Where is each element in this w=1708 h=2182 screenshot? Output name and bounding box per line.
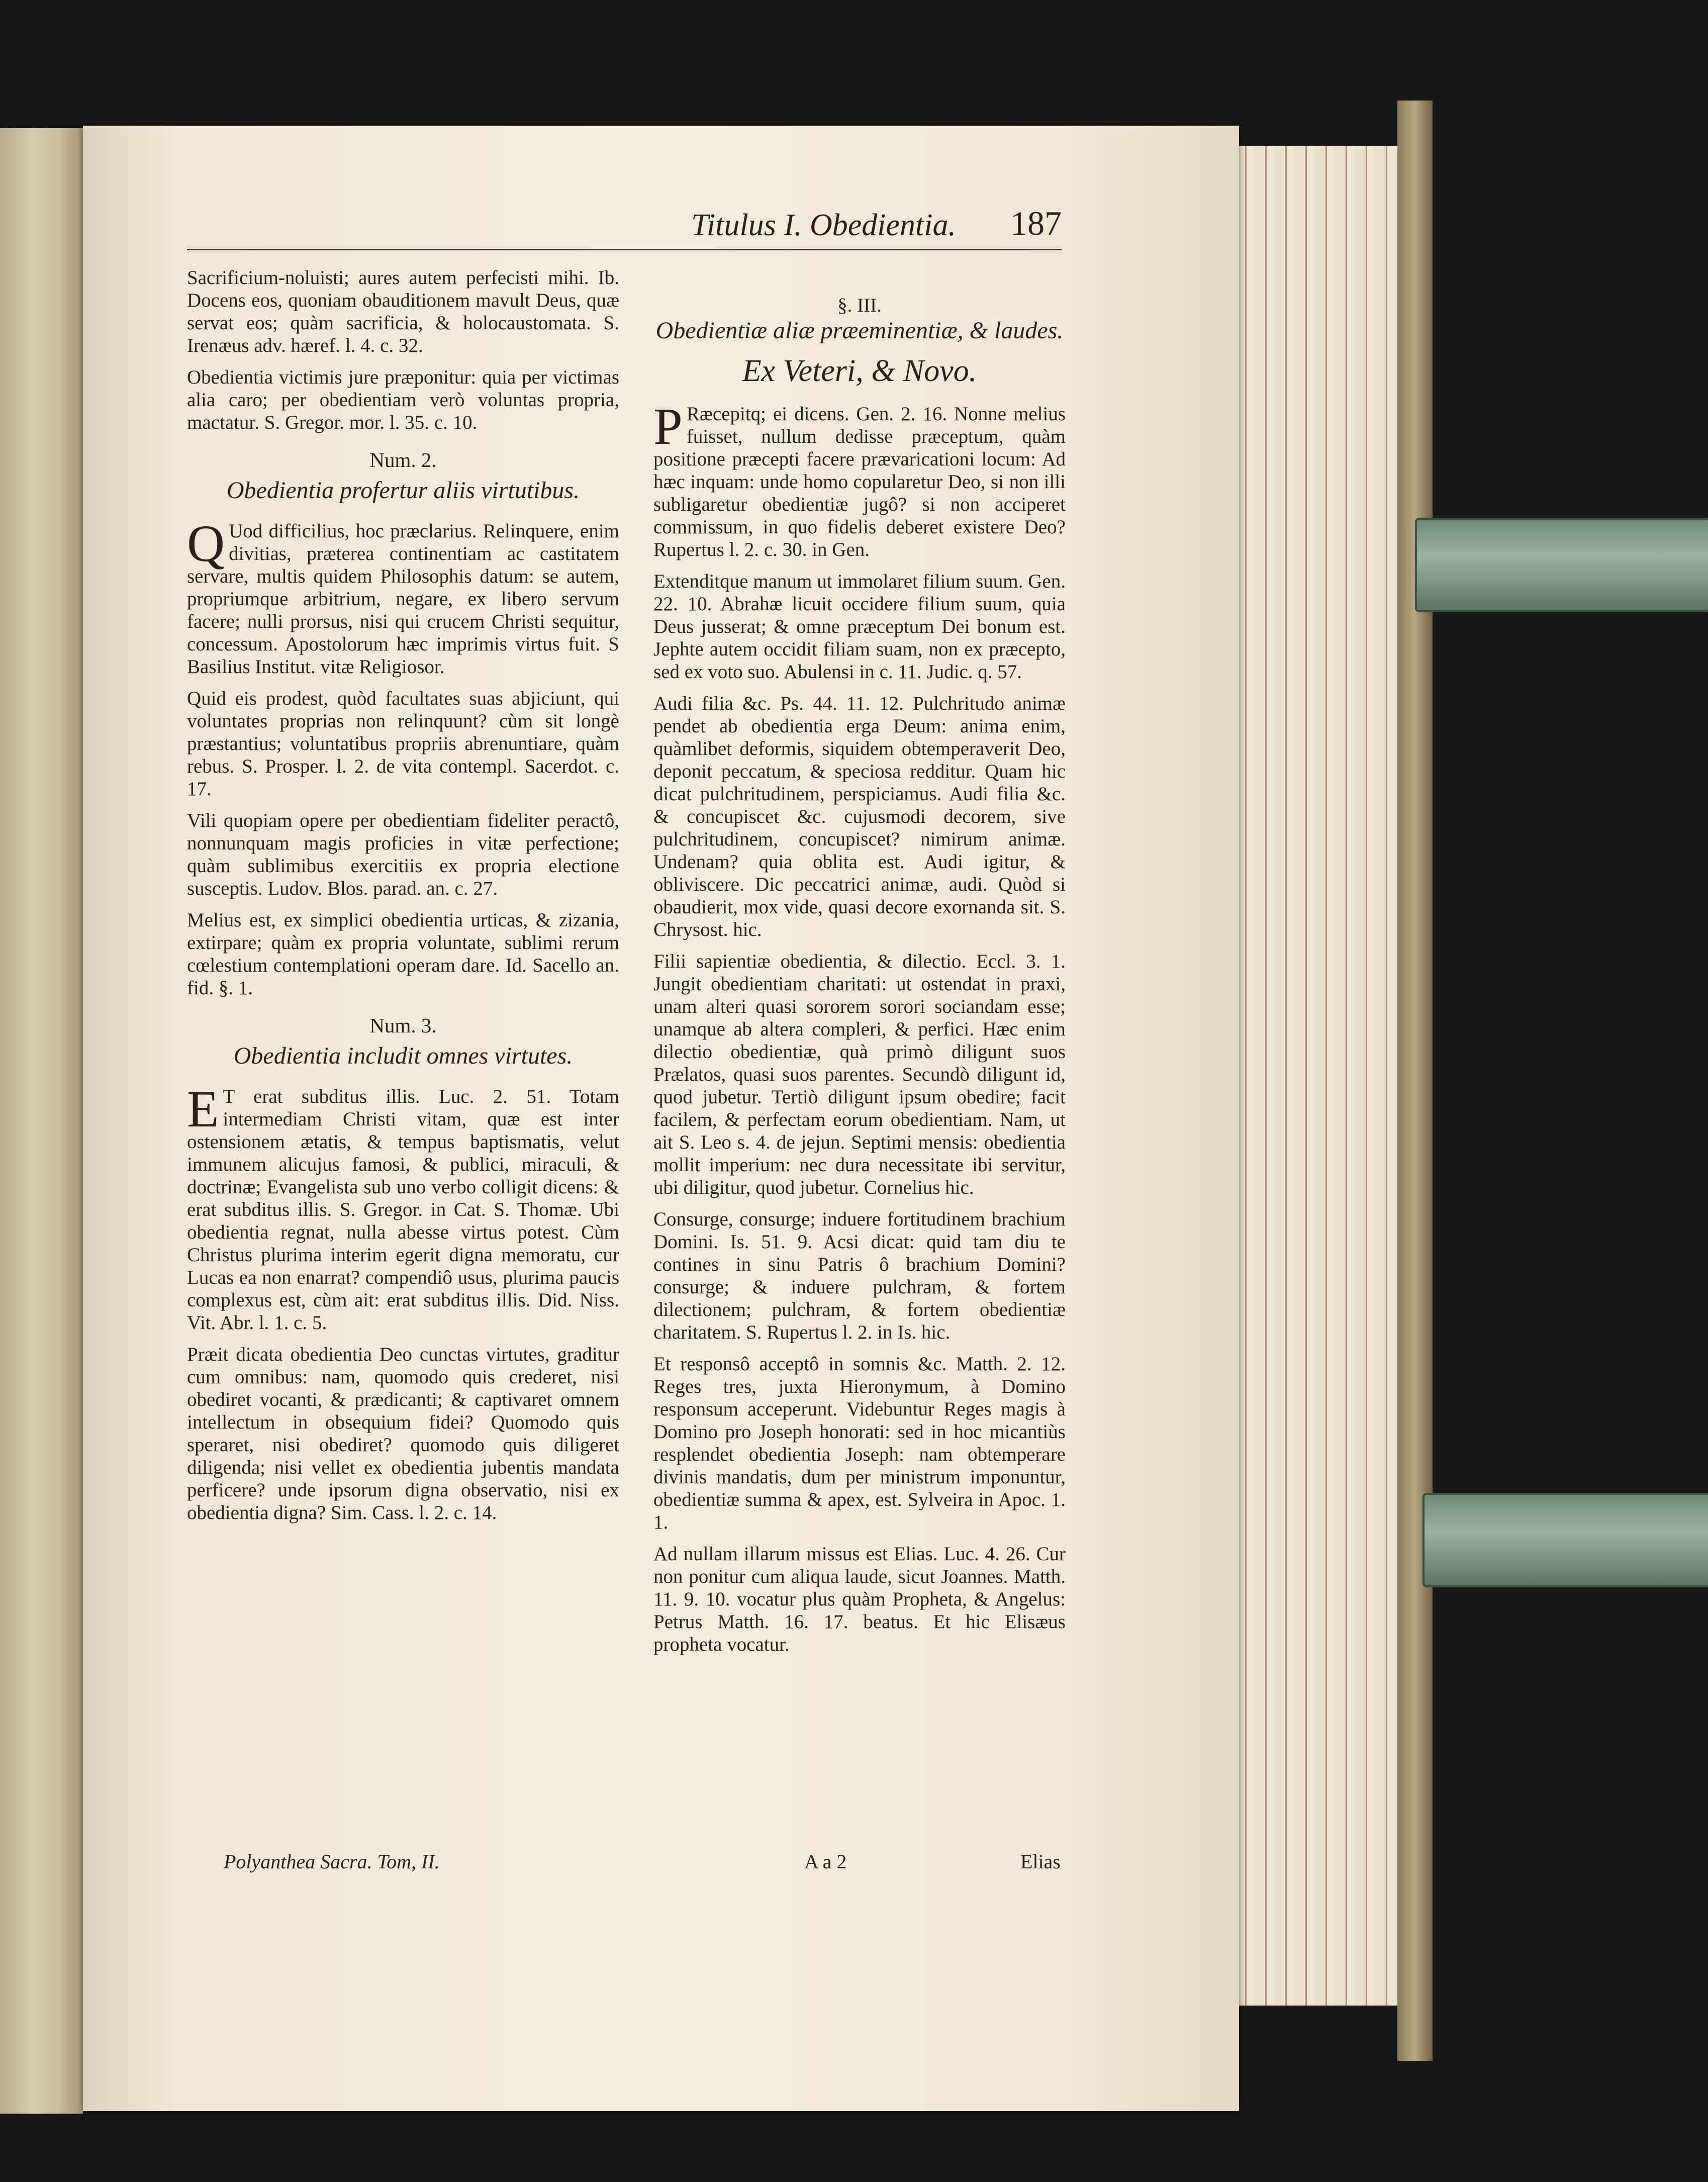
left-column — [187, 266, 619, 1533]
section-mark: §. III. — [837, 295, 882, 316]
catchword: Elias — [1020, 1850, 1061, 1873]
section-number: Num. 2. — [369, 448, 437, 471]
subsection-heading: Ex Veteri, & Novo. — [742, 354, 977, 388]
clasp-top — [1415, 518, 1708, 612]
paragraph: P Ræcepitq; ei dicens. Gen. 2. 16. Nonne melius fuisset, nullum dedisse præceptum, quàm positione præcepti facere prævaricationi locum: Ad hæc inquam: unde homo copularetur Deo, si non illi subligaretur obedientiæ jugô? si non acciperet commissum, in quo fidelis deberet existere Deo? Rupertus l. 2. c. 30. in Gen. — [653, 398, 1066, 560]
section-heading: Obedientiæ aliæ præeminentiæ, & laudes. — [655, 317, 1064, 344]
previous-page-edge — [0, 128, 83, 2114]
paragraph: Filii sapientiæ obedientia, & dilectio. Eccl. 3. 1. Jungit obedientiam charitati: ut ostendat in praxi, unam alteri quasi sororem sorori sociandam esse; unamque ab altera compleri, & perfici. Hæc enim dilectio obedientiæ, quà primò diligunt suos Prælatos, quasi suos parentes. Secundò diligunt id, quod jubetur. Tertiò diligunt ipsum obedire; facit facilem, & perfectam eorum obedientiam. Nam, ut ait S. Leo s. 4. de jejun. Septimi mensis: obedientia mollit imperium: nec dura necessitate ibi servitur, ubi diligitur, quod jubetur. Cornelius hic. — [653, 951, 1066, 1198]
paragraph: Melius est, ex simplici obedientia urticas, & zizania, extirpare; quàm ex propria voluntate, sublimi rerum cœlestium contemplationi operam dare. Id. Sacello an. fid. §. 1. — [187, 909, 619, 999]
footer-title: Polyanthea Sacra. Tom, II. — [224, 1850, 440, 1873]
drop-cap: Q — [187, 515, 225, 573]
paragraph: Consurge, consurge; induere fortitudinem brachium Domini. Is. 51. 9. Acsi dicat: quid tam diu te contines in sinu Patris ô brachium Domini? consurge; & induere pulchram, & fortem dilectionem; pulchram, & fortem obedientiæ charitatem. S. Rupertus l. 2. in Is. hic. — [653, 1208, 1066, 1343]
page-number: 187 — [1010, 204, 1062, 242]
paragraph: Audi filia &c. Ps. 44. 11. 12. Pulchritudo animæ pendet ab obedientia erga Deum: anima enim, quàmlibet deformis, siquidem obtemperaverit Deo, deponit peccatum, & speciosa redditur. Quam hic dicat pulchritudinem, perspiciamus. Audi filia &c. & concupiscet &c. cujusmodi decorem, sive pulchritudinem, concupiscet? nimirum animæ. Undenam? quia oblita est. Audi igitur, & obliviscere. Dic peccatrici animæ, audi. Quòd si obaudierit, mox vide, quasi decore exornanda sit. S. Chrysost. hic. — [653, 693, 1066, 940]
paragraph: Ad nullam illarum missus est Elias. Luc. 4. 26. Cur non ponitur cum aliqua laude, sicut Joannes. Matth. 11. 9. 10. vocatur plus quàm Propheta, & Angelus: Petrus Matth. 16. 17. beatus. Et hic Elisæus propheta vocatur. — [653, 1543, 1066, 1655]
section-heading: Obedientia profertur aliis virtutibus. — [226, 477, 580, 504]
paragraph: Extenditque manum ut immolaret filium suum. Gen. 22. 10. Abrahæ licuit occidere filium suum, quia Deus jusserat; & omne præceptum Dei bonum est. Jephte autem occidit filiam suam, non ex præcepto, sed ex voto suo. Abulensi in c. 11. Judic. q. 57. — [653, 571, 1066, 683]
paragraph: Præit dicata obedientia Deo cunctas virtutes, graditur cum omnibus: nam, quomodo quis crederet, nisi obediret vocanti, & prædicanti; & captivaret omnem intellectum in obsequium fidei? Quomodo quis speraret, nisi obediret? quomodo quis diligeret diligenda; nisi vellet ex obedientia jubentis mandata perficere? unde ipsorum digna observatio, nisi ex obedientia digna? Sim. Cass. l. 2. c. 14. — [187, 1344, 619, 1524]
right-column — [653, 294, 1066, 1665]
running-header — [187, 199, 1062, 250]
section-number: Num. 3. — [369, 1014, 437, 1037]
paragraph: Q Uod difficilius, hoc præclarius. Relinquere, enim divitias, præterea continentiam ac castitatem servare, multis quidem Philosophis datum: se autem, propriumque arbitrium, negare, ex libero servum facere; nulli prorsus, nisi qui crucem Christi sequitur, concessum. Apostolorum hæc imprimis virtus fuit. S Basilius Institut. vitæ Religiosor. — [187, 515, 619, 678]
paragraph: Quid eis prodest, quòd facultates suas abjiciunt, qui voluntates proprias non relinquunt? cùm sit longè præstantius; voluntatibus propriis abrenuntiare, quàm rebus. S. Prosper. l. 2. de vita contempl. Sacerdot. c. 17. — [187, 688, 619, 800]
section-heading: Obedientia includit omnes virtutes. — [233, 1042, 573, 1069]
signature-mark: A a 2 — [804, 1850, 847, 1873]
paragraph: Et responsô acceptô in somnis &c. Matth. 2. 12. Reges tres, juxta Hieronymum, à Domino responsum acceperunt. Videbuntur Reges magis à Domino pro Joseph honorati: sed in hoc micantiùs resplendet obedientia Joseph: nam obtemperare divinis mandatis, dum per ministrum imponuntur, obedientiæ summa & apex, est. Sylveira in Apoc. 1. 1. — [653, 1353, 1066, 1533]
clasp-bottom — [1422, 1493, 1708, 1587]
book-cover-board — [1397, 101, 1433, 2061]
page-fore-edge — [1234, 146, 1406, 2006]
paragraph: Vili quopiam opere per obedientiam fideliter peractô, nonnunquam magis proficies in vitæ perfectione; quàm sublimibus exercitiis ex propria electione susceptis. Ludov. Blos. parad. an. c. 27. — [187, 810, 619, 899]
header-title: Titulus I. Obedientia. — [691, 208, 956, 242]
drop-cap: P — [653, 398, 683, 455]
paragraph: E T erat subditus illis. Luc. 2. 51. Totam intermediam Christi vitam, quæ est inter ostensionem ætatis, & tempus baptismatis, velut immunem alicujus famosi, & publici, miraculi, & doctrinæ; Evangelista sub uno verbo colligit dicens: & erat subditus illis. S. Gregor. in Cat. S. Thomæ. Ubi obedientia regnat, nulla abesse virtus potest. Cùm Christus plurima interim egerit digna memoratu, cur Lucas ea non enarrat? compendiô usus, plurima paucis complexus est, cùm ait: erat subditus illis. Did. Niss. Vit. Abr. l. 1. c. 5. — [187, 1080, 619, 1334]
paragraph: Obedientia victimis jure præponitur: quia per victimas alia caro; per obedientiam verò voluntas propria, mactatur. S. Gregor. mor. l. 35. c. 10. — [187, 366, 619, 433]
drop-cap: E — [187, 1080, 219, 1138]
paragraph: Sacrificium-noluisti; aures autem perfecisti mihi. Ib. Docens eos, quoniam obauditionem mavult Deus, quæ servat eos; quàm sacrificia, & holocaustomata. S. Irenæus adv. hæref. l. 4. c. 32. — [187, 267, 619, 356]
